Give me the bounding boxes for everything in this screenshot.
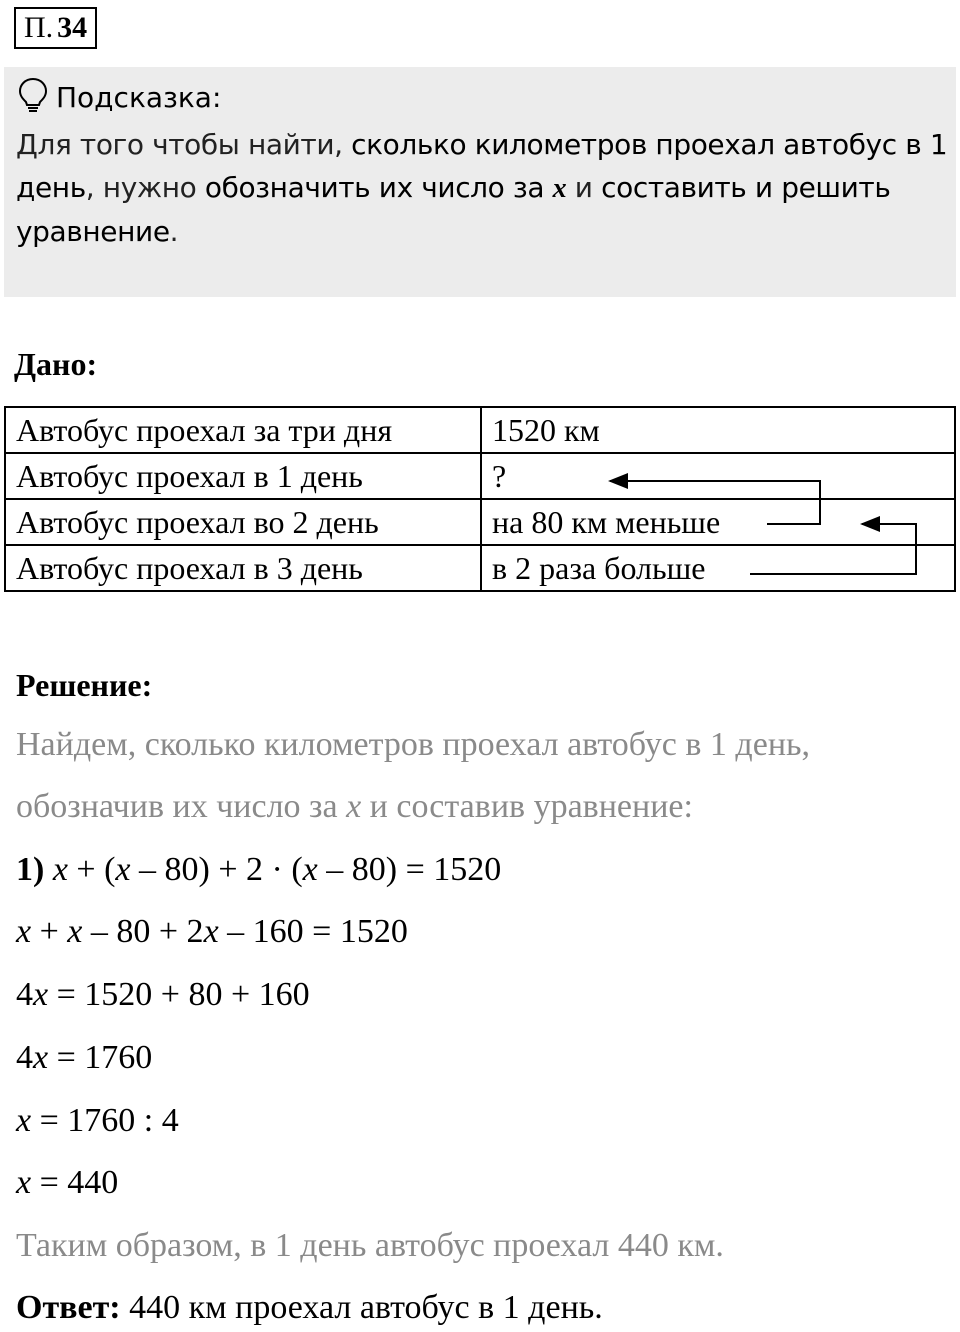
table-cell-label: Автобус проехал за три дня: [5, 407, 481, 453]
eq-part: – 80 + 2: [82, 913, 204, 950]
hint-key-phrase: составить и решить уравнение: [16, 171, 891, 248]
solution-heading: Решение:: [16, 667, 153, 703]
eq-part: = 1520 + 80 + 160: [48, 976, 310, 1013]
variable-x: x: [52, 851, 68, 888]
variable-x: x: [302, 851, 318, 888]
variable-x: x: [33, 1039, 49, 1076]
table-cell-label: Автобус проехал во 2 день: [5, 499, 481, 545]
hint-segment: и: [566, 171, 602, 204]
equation-3: [16, 976, 310, 1014]
table-row: [5, 499, 955, 545]
variable-x: x: [115, 851, 131, 888]
eq-part: – 80) + 2 · (: [130, 851, 303, 888]
answer: [16, 1289, 603, 1327]
given-table: [4, 406, 956, 592]
hint-segment: , нужно: [85, 171, 205, 204]
equation-5: [16, 1102, 179, 1140]
table-row: [5, 453, 955, 499]
equation-1: [16, 851, 501, 889]
variable-x: x: [16, 913, 32, 950]
hint-key-phrase: обозначить их число за: [204, 171, 553, 204]
eq-part: = 1760 : 4: [31, 1102, 179, 1139]
solution-intro-line-1: Найдем, сколько километров проехал автобус в 1 день,: [16, 726, 811, 763]
hint-segment: .: [169, 215, 179, 248]
task-number-value: 34: [57, 11, 88, 44]
eq-part: +: [31, 913, 68, 950]
variable-x: x: [67, 913, 83, 950]
eq-part: – 80) = 1520: [317, 851, 502, 888]
solution-intro-line-2: [16, 788, 693, 826]
equation-2: [16, 913, 408, 951]
hint-segment: Для того чтобы найти,: [16, 128, 352, 161]
intro-text: и составив уравнение:: [361, 788, 693, 825]
variable-x: x: [16, 1164, 32, 1201]
eq-part: = 440: [31, 1164, 119, 1201]
eq-part: + (: [67, 851, 116, 888]
hint-key-phrase: сколько километров проехал автобус в 1 день: [16, 128, 948, 204]
equation-6: [16, 1164, 118, 1202]
table-cell-value: 1520 км: [481, 407, 955, 453]
table-cell-value: на 80 км меньше: [481, 499, 955, 545]
hint-box: [4, 67, 956, 297]
variable-x: x: [33, 976, 49, 1013]
table-cell-label: Автобус проехал в 3 день: [5, 545, 481, 591]
hint-title: Подсказка:: [56, 80, 222, 114]
task-number: [14, 7, 97, 49]
variable-x: x: [16, 1102, 32, 1139]
variable-x: x: [203, 913, 219, 950]
intro-text: обозначив их число за: [16, 788, 347, 825]
answer-text: 440 км проехал автобус в 1 день.: [120, 1289, 603, 1326]
table-cell-value: в 2 раза больше: [481, 545, 955, 591]
hint-header: [18, 79, 221, 115]
table-row: [5, 407, 955, 453]
hint-text: [16, 123, 951, 253]
eq-part: – 160 = 1520: [218, 913, 408, 950]
answer-label: Ответ:: [16, 1289, 121, 1326]
table-cell-value: ?: [481, 453, 955, 499]
variable-x: x: [346, 788, 362, 825]
lightbulb-icon: [18, 77, 48, 117]
conclusion: Таким образом, в 1 день автобус проехал 440 км.: [16, 1227, 724, 1264]
eq-part: = 1760: [48, 1039, 153, 1076]
hint-variable: x: [552, 173, 567, 204]
task-prefix: П.: [24, 11, 54, 44]
table-cell-label: Автобус проехал в 1 день: [5, 453, 481, 499]
table-row: [5, 545, 955, 591]
given-heading: Дано:: [14, 346, 98, 382]
eq-part: 4: [16, 976, 33, 1013]
eq-part: 4: [16, 1039, 33, 1076]
equation-4: [16, 1039, 152, 1077]
step-label: 1): [16, 851, 45, 888]
